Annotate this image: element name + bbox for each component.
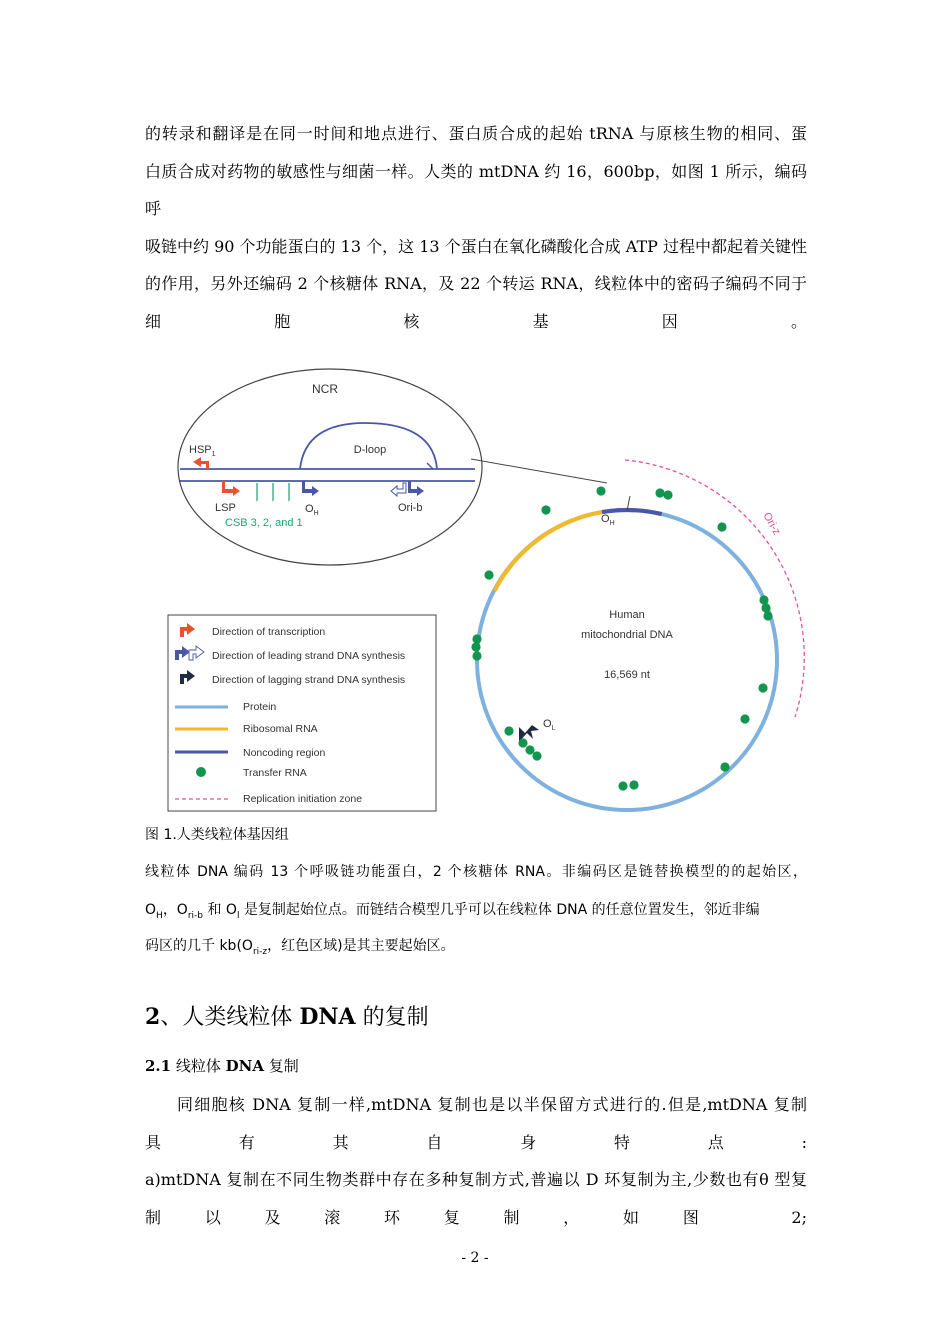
hsp-label: $HSP_1$ — [189, 444, 216, 458]
csb-label: CSB 3, 2, and 1 — [225, 517, 303, 529]
trna-dot — [532, 751, 541, 760]
caption-line: 线粒体 DNA 编码 13 个呼吸链功能蛋白，2 个核糖体 RNA。非编码区是链替换模型的的起始区， — [145, 864, 807, 880]
text-line: 白质合成对药物的敏感性与细菌一样。人类的 mtDNA 约 16，600bp，如图 1 所示，编码呼 — [145, 161, 807, 218]
trna-dot — [471, 642, 480, 651]
text-line: a)mtDNA 复制在不同生物类群中存在多种复制方式,普遍以 D 环复制为主,少数也有θ 型复 — [145, 1170, 807, 1189]
legend-protein: Protein — [243, 701, 277, 713]
trna-dot — [596, 486, 605, 495]
ncr-label: NCR — [312, 382, 338, 396]
trna-dot — [525, 745, 534, 754]
trna-dot — [541, 505, 550, 514]
trna-dot — [740, 714, 749, 723]
body-paragraph — [145, 1086, 807, 1236]
rrna-arc — [495, 512, 602, 591]
legend-trna: Transfer RNA — [243, 767, 307, 779]
text-line: 吸链中约 90 个功能蛋白的 13 个，这 13 个蛋白在氧化磷酸化合成 ATP 过程中都起着关键性 — [145, 236, 807, 256]
mtdna-figure — [165, 365, 815, 825]
trna-dot — [758, 683, 767, 692]
figure-caption-title: 图 1.人类线粒体基因组 — [145, 827, 289, 843]
text-line: 的转录和翻译是在同一时间和地点进行、蛋白质合成的起始 tRNA 与原核生物的相同、蛋 — [145, 124, 807, 143]
lsp-label: LSP — [215, 502, 236, 514]
trna-dot — [518, 738, 527, 747]
trna-dot — [484, 570, 493, 579]
ol-label: $O_L$ — [543, 718, 556, 732]
caption-line: 码区的几千 $kb(O_{ri-z}$，红色区域)是其主要起始区。 — [145, 938, 455, 957]
ori-z-label: Ori-z — [760, 510, 783, 538]
legend-noncoding: Noncoding region — [243, 747, 326, 759]
trna-dot — [504, 726, 513, 735]
trna-dot — [655, 488, 664, 497]
text-line: 制以及滚环复制，如图 2; — [145, 1207, 807, 1227]
trna-dot — [763, 611, 772, 620]
genome-length: 16,569 nt — [604, 669, 650, 681]
mtdna-diagram — [165, 365, 815, 825]
oh-label: $O_H$ — [305, 503, 319, 517]
subsection-heading: 2.1 线粒体 DNA 复制 — [145, 1057, 299, 1075]
genome-title: Human — [609, 609, 645, 621]
page-number: - 2 - — [461, 1250, 489, 1266]
caption-line: $O_H$，$O_{ri-b}$ 和 $O_l$ 是复制起始位点。而链结合模型几乎可以在线粒体 DNA 的任意位置发生，邻近非编 — [145, 902, 760, 921]
legend-transcription: Direction of transcription — [212, 626, 326, 638]
trna-dot — [720, 762, 729, 771]
trna-dot — [618, 781, 627, 790]
legend-box — [168, 615, 436, 811]
trna-dot — [717, 522, 726, 531]
intro-paragraph — [145, 115, 807, 340]
legend-rrna: Ribosomal RNA — [243, 723, 318, 735]
trna-swatch — [196, 767, 206, 777]
section-heading: 2、人类线粒体 DNA 的复制 — [145, 1004, 429, 1030]
trna-dot — [759, 595, 768, 604]
legend-lagging: Direction of lagging strand DNA synthesis — [212, 674, 406, 686]
trna-dot — [472, 651, 481, 660]
text-line: 的作用，另外还编码 2 个核糖体 RNA，及 22 个转运 RNA，线粒体中的密码子编码不同于 — [145, 274, 807, 293]
trna-dot — [663, 490, 672, 499]
text-line: 具有其自身特点: — [145, 1132, 807, 1152]
noncoding-arc — [602, 510, 662, 514]
connector-line — [471, 459, 607, 483]
text-line: 细胞核基因。 — [145, 311, 807, 331]
genome-subtitle: mitochondrial DNA — [581, 629, 673, 641]
legend-leading: Direction of leading strand DNA synthesis — [212, 650, 406, 662]
text-line: 同细胞核 DNA 复制一样,mtDNA 复制也是以半保留方式进行的.但是,mtDNA 复制 — [177, 1095, 807, 1114]
legend-replication: Replication initiation zone — [243, 793, 363, 805]
trna-dot — [472, 634, 481, 643]
trna-dot — [629, 780, 638, 789]
trna-dot — [761, 603, 770, 612]
d-loop-label: D-loop — [353, 444, 387, 456]
orib-label: Ori-b — [398, 502, 423, 514]
circle-oh-label: $O_H$ — [601, 513, 615, 527]
